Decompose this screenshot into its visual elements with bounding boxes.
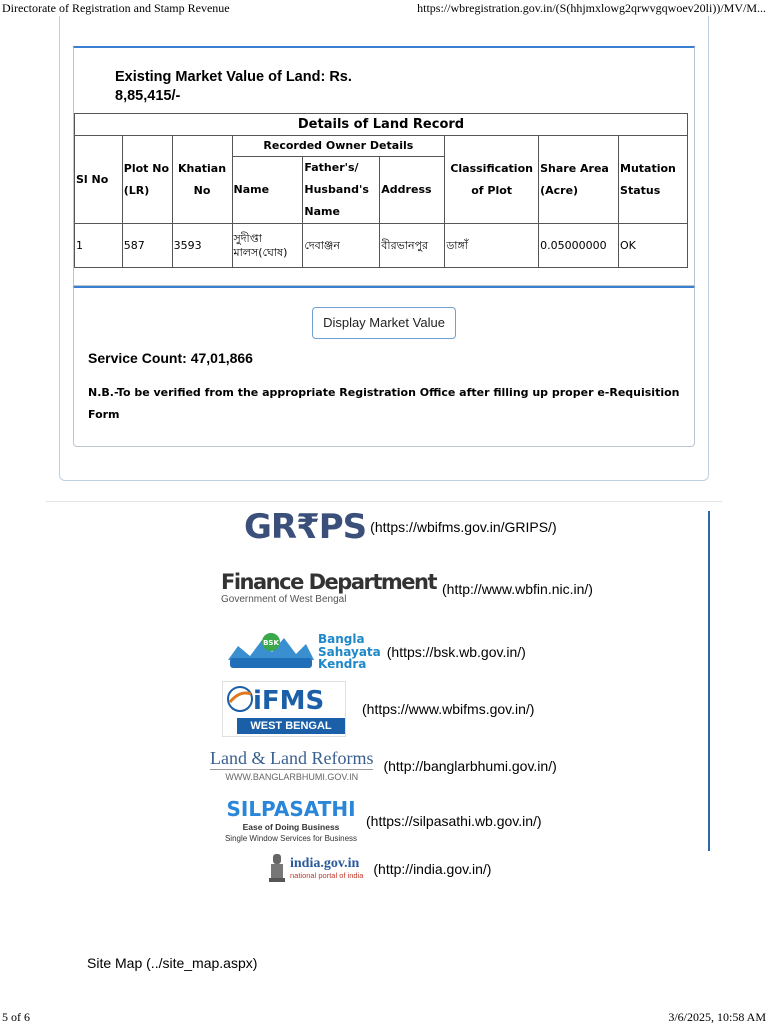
land-record-table	[74, 113, 688, 268]
silpasathi-logo-title: SILPASATHI	[226, 797, 356, 821]
ifms-logo[interactable]	[222, 681, 346, 737]
bsk-crown-icon	[226, 632, 316, 672]
page-title: Directorate of Registration and Stamp Revenue	[2, 1, 230, 15]
market-value-label: Existing Market Value of Land: Rs.	[115, 69, 352, 85]
india-gov-logo-subtitle: national portal of india	[290, 871, 364, 880]
col-header-address: Address	[380, 157, 445, 224]
banglarbhumi-link-row	[210, 747, 557, 784]
india-gov-logo[interactable]	[267, 852, 363, 886]
col-header-owner-group: Recorded Owner Details	[232, 136, 445, 157]
table-row	[75, 224, 688, 268]
ifms-globe-icon	[225, 684, 255, 714]
india-gov-logo-title: india.gov.in	[290, 856, 360, 871]
cell-share-area: 0.05000000	[539, 224, 619, 268]
silpasathi-link-row	[216, 797, 542, 845]
cell-father-husband: দেবাঞ্জন	[303, 224, 380, 268]
finance-logo-title: Finance Department	[221, 570, 437, 594]
col-header-name: Name	[232, 157, 303, 224]
india-gov-link[interactable]: (http://india.gov.in/)	[373, 861, 492, 877]
silpasathi-link[interactable]: (https://silpasathi.wb.gov.in/)	[366, 813, 542, 829]
cell-khatian-no: 3593	[172, 224, 232, 268]
grips-link-row	[244, 509, 557, 545]
emblem-icon	[267, 852, 287, 886]
finance-link-row	[221, 571, 593, 607]
bsk-logo-line3: Kendra	[318, 657, 367, 672]
market-value-amount: 8,85,415/-	[115, 88, 181, 104]
ifms-link-row	[222, 681, 534, 737]
cell-classification: ডাঙ্গাঁ	[445, 224, 539, 268]
ifms-link[interactable]: (https://www.wbifms.gov.in/)	[362, 701, 535, 717]
table-caption: Details of Land Record	[75, 114, 688, 136]
cell-owner-name: সুদীপ্তা মালস(ঘোষ)	[232, 224, 303, 268]
land-reforms-logo[interactable]	[210, 747, 373, 784]
cell-plot-no: 587	[122, 224, 172, 268]
ifms-logo-band: WEST BENGAL	[237, 718, 345, 734]
verification-note: N.B.-To be verified from the appropriate Registration Office after filling up proper e-Requisition Form	[88, 386, 680, 421]
bsk-logo-line2: Sahayata	[318, 644, 381, 659]
page-url: https://wbregistration.gov.in/(S(hhjmxlowg2qrwvgqwoev20li))/MV/M...	[417, 1, 766, 15]
section-divider	[46, 501, 722, 502]
bsk-logo-text	[318, 633, 381, 671]
grips-logo[interactable]: GR₹PS	[244, 507, 367, 547]
ifms-logo-title: iFMS	[253, 686, 325, 716]
finance-link[interactable]: (http://www.wbfin.nic.in/)	[442, 581, 593, 597]
bsk-link[interactable]: (https://bsk.wb.gov.in/)	[386, 644, 526, 660]
print-datetime: 3/6/2025, 10:58 AM	[668, 1010, 766, 1024]
bsk-logo[interactable]	[226, 632, 381, 672]
display-market-value-button[interactable]: Display Market Value	[312, 307, 456, 339]
col-header-plot-no: Plot No (LR)	[122, 136, 172, 224]
col-header-sl-no: Sl No	[75, 136, 123, 224]
land-reforms-logo-title: Land & Land Reforms	[210, 748, 374, 768]
india-gov-link-row	[267, 852, 491, 886]
grips-link[interactable]: (https://wbifms.gov.in/GRIPS/)	[370, 519, 557, 535]
silpasathi-logo-tagline: Ease of Doing Business	[242, 822, 340, 832]
finance-logo-subtitle: Government of West Bengal	[221, 594, 347, 605]
silpasathi-logo[interactable]	[216, 797, 366, 845]
cell-mutation-status: OK	[619, 224, 688, 268]
col-header-share-area: Share Area (Acre)	[539, 136, 619, 224]
land-reforms-logo-subtitle: WWW.BANGLARBHUMI.GOV.IN	[210, 769, 373, 784]
service-count: Service Count: 47,01,866	[88, 350, 253, 366]
finance-department-logo[interactable]	[221, 571, 436, 607]
cell-sl-no: 1	[75, 224, 123, 268]
bsk-logo-line1: Bangla	[318, 632, 365, 647]
market-value-text	[115, 68, 415, 106]
bsk-badge: BSK	[263, 639, 279, 647]
banglarbhumi-link[interactable]: (http://banglarbhumi.gov.in/)	[383, 757, 557, 774]
col-header-father-husband: Father's/ Husband's Name	[303, 157, 380, 224]
col-header-khatian-no: Khatian No	[172, 136, 232, 224]
site-map-link[interactable]: Site Map (../site_map.aspx)	[87, 955, 258, 971]
vertical-divider	[708, 511, 710, 851]
bsk-link-row	[226, 632, 526, 672]
silpasathi-logo-subtitle: Single Window Services for Business	[224, 834, 358, 843]
page-number: 5 of 6	[2, 1010, 30, 1024]
cell-address: বীরভানপুর	[380, 224, 445, 268]
col-header-mutation-status: Mutation Status	[619, 136, 688, 224]
col-header-classification: Classification of Plot	[445, 136, 539, 224]
